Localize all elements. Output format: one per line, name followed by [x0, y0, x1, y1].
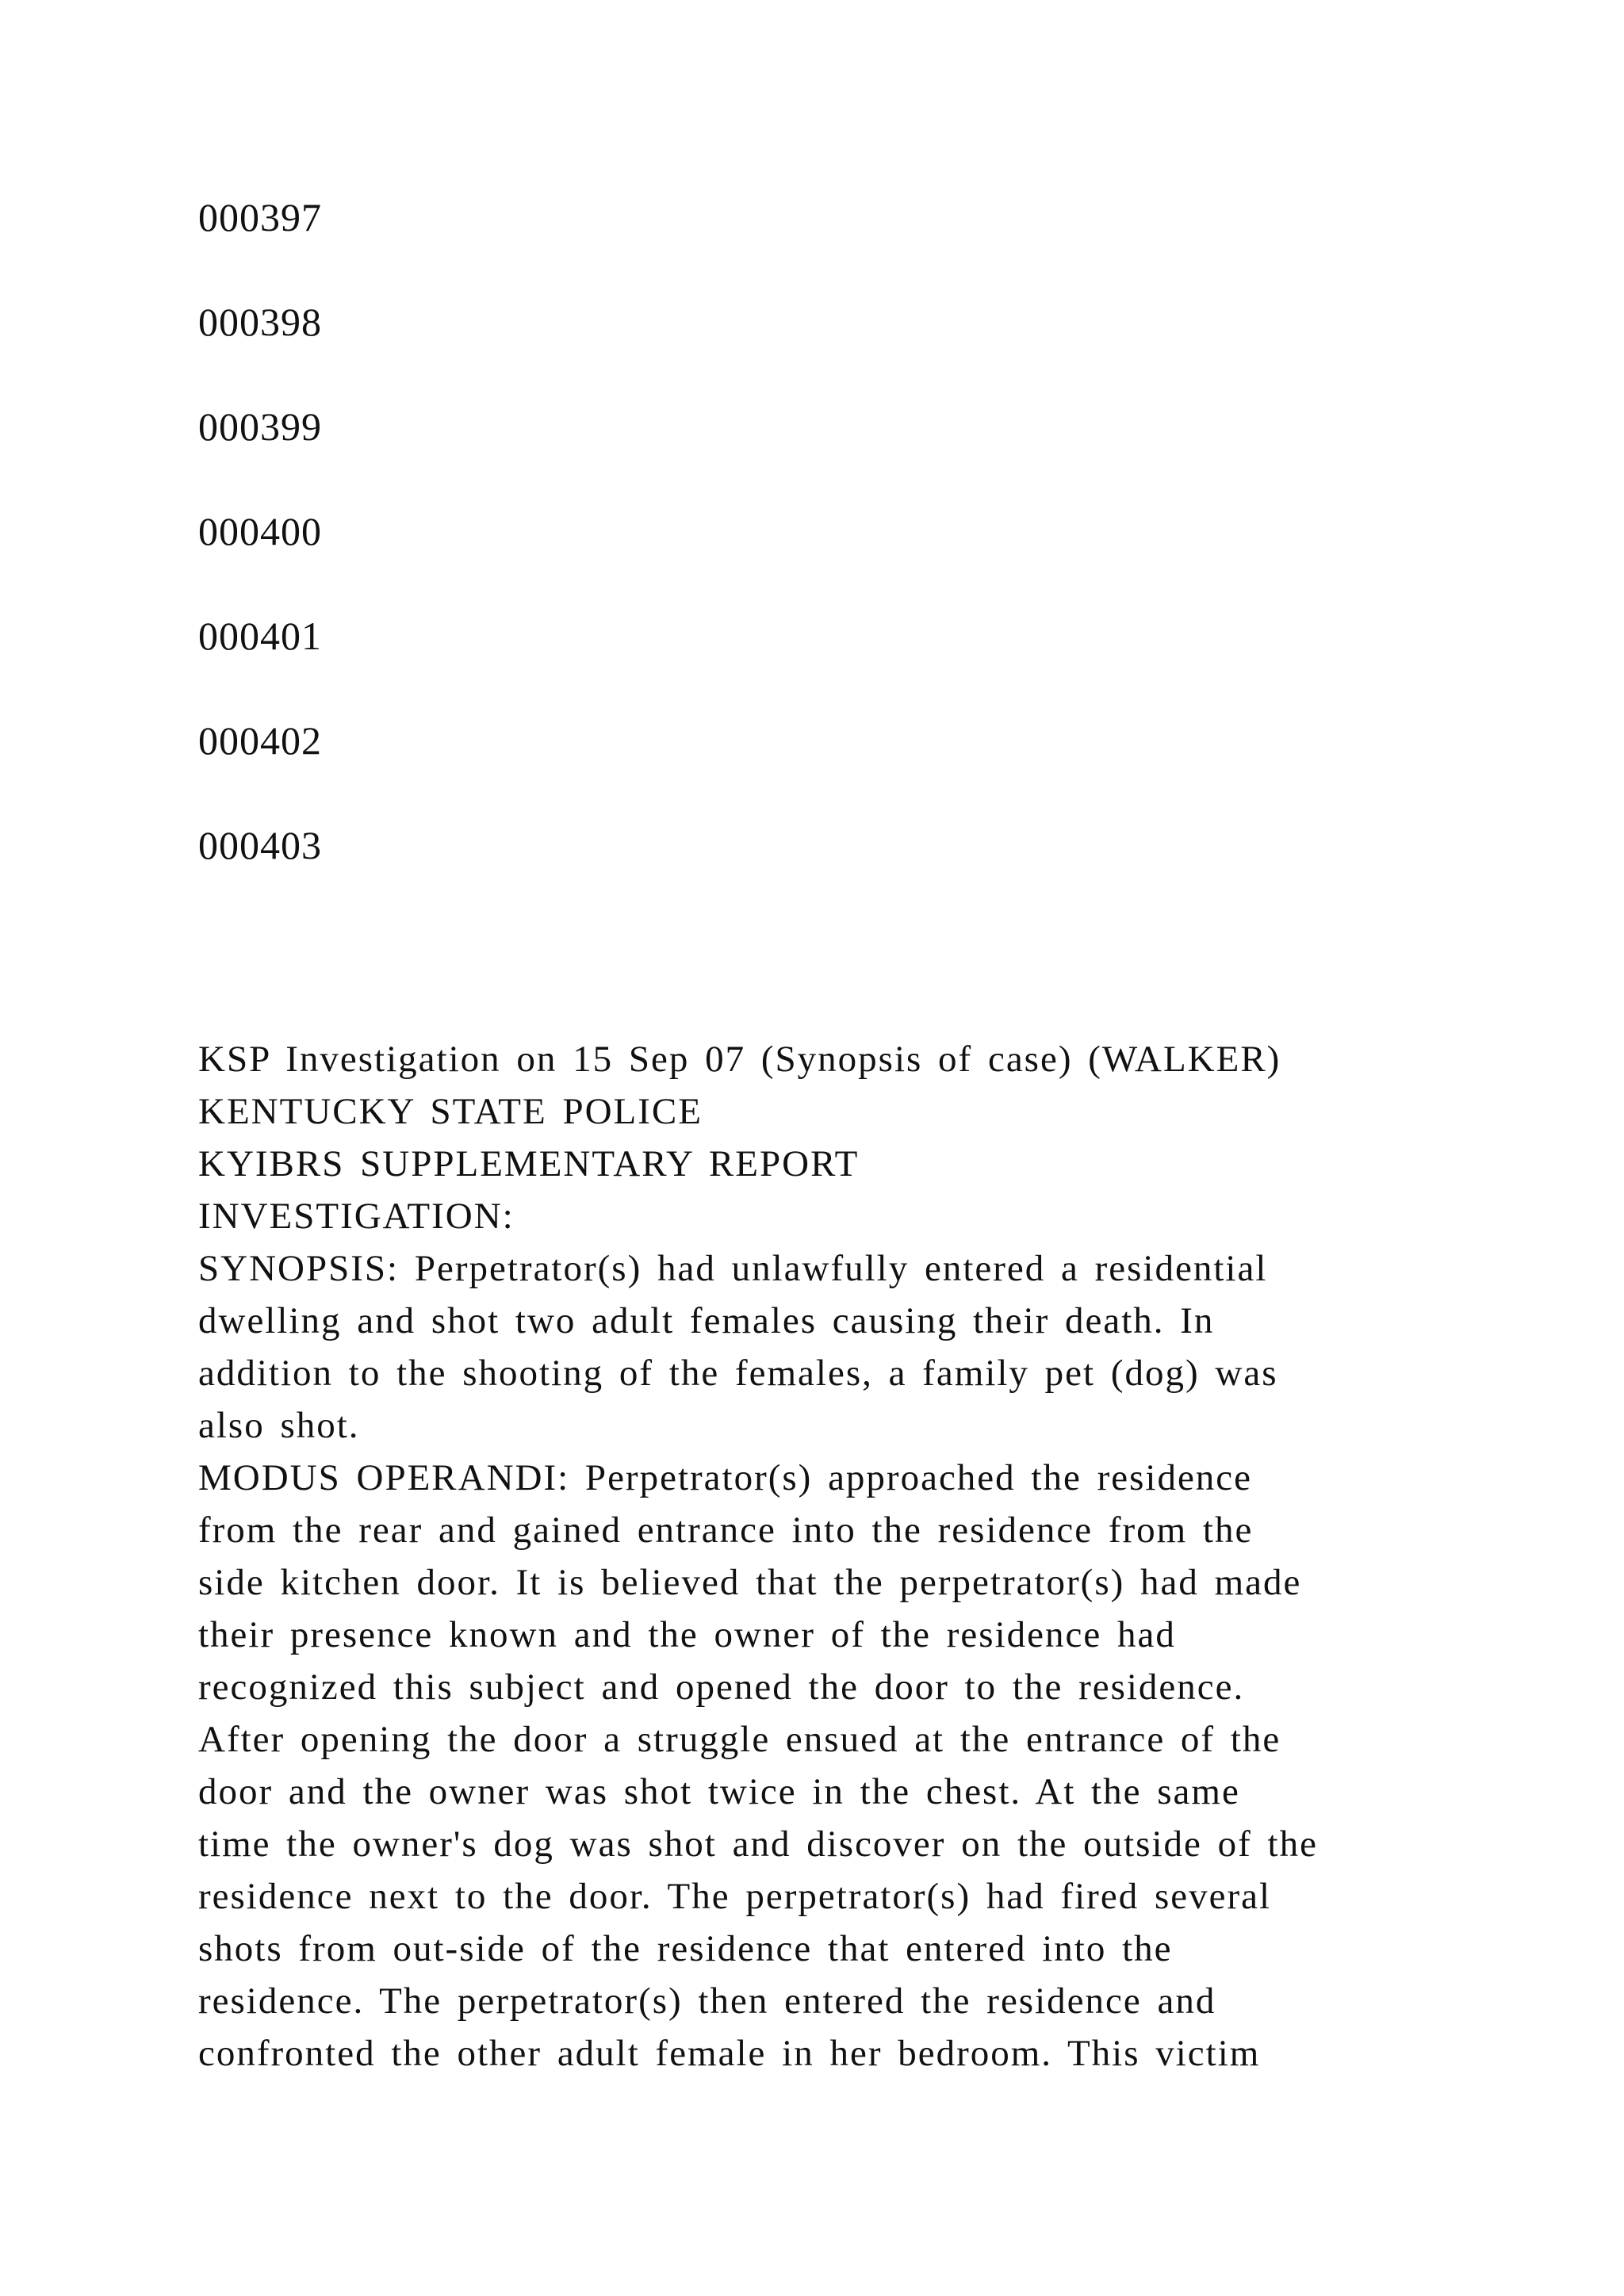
- modus-operandi-line: from the rear and gained entrance into the residence from the: [198, 1510, 1254, 1551]
- modus-operandi-line: After opening the door a struggle ensued at the entrance of the: [198, 1719, 1281, 1760]
- synopsis-line: addition to the shooting of the females, a family pet (dog) was: [198, 1353, 1278, 1394]
- synopsis-line: dwelling and shot two adult females causing their death. In: [198, 1300, 1215, 1341]
- report-heading-line: KSP Investigation on 15 Sep 07 (Synopsis of case) (WALKER): [198, 1039, 1281, 1080]
- report-type-line: KYIBRS SUPPLEMENTARY REPORT: [198, 1143, 860, 1184]
- bates-number: 000398: [198, 300, 322, 344]
- modus-operandi-line: their presence known and the owner of the residence had: [198, 1614, 1176, 1655]
- bates-number: 000403: [198, 823, 322, 867]
- synopsis-line: SYNOPSIS: Perpetrator(s) had unlawfully entered a residential: [198, 1248, 1268, 1289]
- bates-number: 000397: [198, 195, 322, 239]
- modus-operandi-line: MODUS OPERANDI: Perpetrator(s) approached the residence: [198, 1457, 1253, 1498]
- bates-number: 000399: [198, 404, 322, 449]
- modus-operandi-line: shots from out-side of the residence that entered into the: [198, 1928, 1173, 1969]
- modus-operandi-line: time the owner's dog was shot and discover on the outside of the: [198, 1823, 1318, 1865]
- agency-name-line: KENTUCKY STATE POLICE: [198, 1091, 703, 1132]
- bates-number-list: [198, 193, 322, 926]
- modus-operandi-line: residence. The perpetrator(s) then entered the residence and: [198, 1980, 1216, 2022]
- modus-operandi-line: confronted the other adult female in her bedroom. This victim: [198, 2033, 1261, 2074]
- synopsis-line: also shot.: [198, 1405, 360, 1446]
- bates-number: 000400: [198, 509, 322, 553]
- report-body: [198, 1033, 1515, 2080]
- modus-operandi-line: residence next to the door. The perpetrator(s) had fired several: [198, 1876, 1272, 1917]
- modus-operandi-line: side kitchen door. It is believed that the perpetrator(s) had made: [198, 1562, 1302, 1603]
- bates-number: 000402: [198, 718, 322, 763]
- modus-operandi-line: door and the owner was shot twice in the chest. At the same: [198, 1771, 1240, 1812]
- section-heading-line: INVESTIGATION:: [198, 1196, 515, 1237]
- modus-operandi-line: recognized this subject and opened the door to the residence.: [198, 1667, 1245, 1708]
- bates-number: 000401: [198, 614, 322, 658]
